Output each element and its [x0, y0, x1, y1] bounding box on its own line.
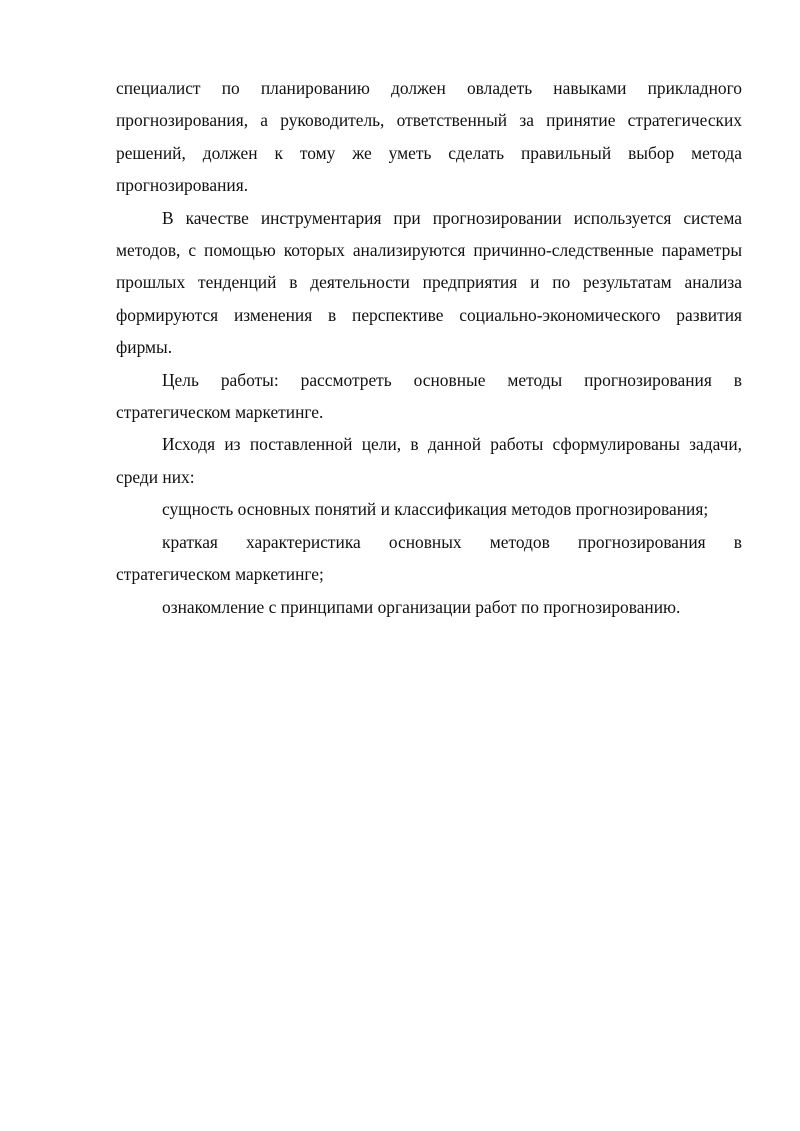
paragraph-methods: В качестве инструментария при прогнозировании используется система методов, с помощью которых анализируются причинно-следственные параметры прошлых тенденций в деятельности предприятия и по результатам анализа формируются изменения в перспективе социально-экономического развития фирмы. [116, 207, 742, 358]
paragraph-continuation: специалист по планированию должен овладеть навыками прикладного прогнозирования, а руководитель, ответственный за принятие стратегических решений, должен к тому же уметь сделать правильный выбор метода прогнозирования. [116, 78, 742, 196]
paragraph-tasks-intro: Исходя из поставленной цели, в данной работы сформулированы задачи, среди них: [116, 434, 742, 487]
task-item-characteristics: краткая характеристика основных методов прогнозирования в стратегическом маркетинге; [116, 531, 742, 585]
task-item-concepts: сущность основных понятий и классификация методов прогнозирования; [162, 499, 709, 520]
task-item-organization: ознакомление с принципами организации работ по прогнозированию. [162, 596, 681, 617]
document-body [116, 72, 742, 623]
paragraph-goal: Цель работы: рассмотреть основные методы прогнозирования в стратегическом маркетинге. [116, 369, 742, 423]
